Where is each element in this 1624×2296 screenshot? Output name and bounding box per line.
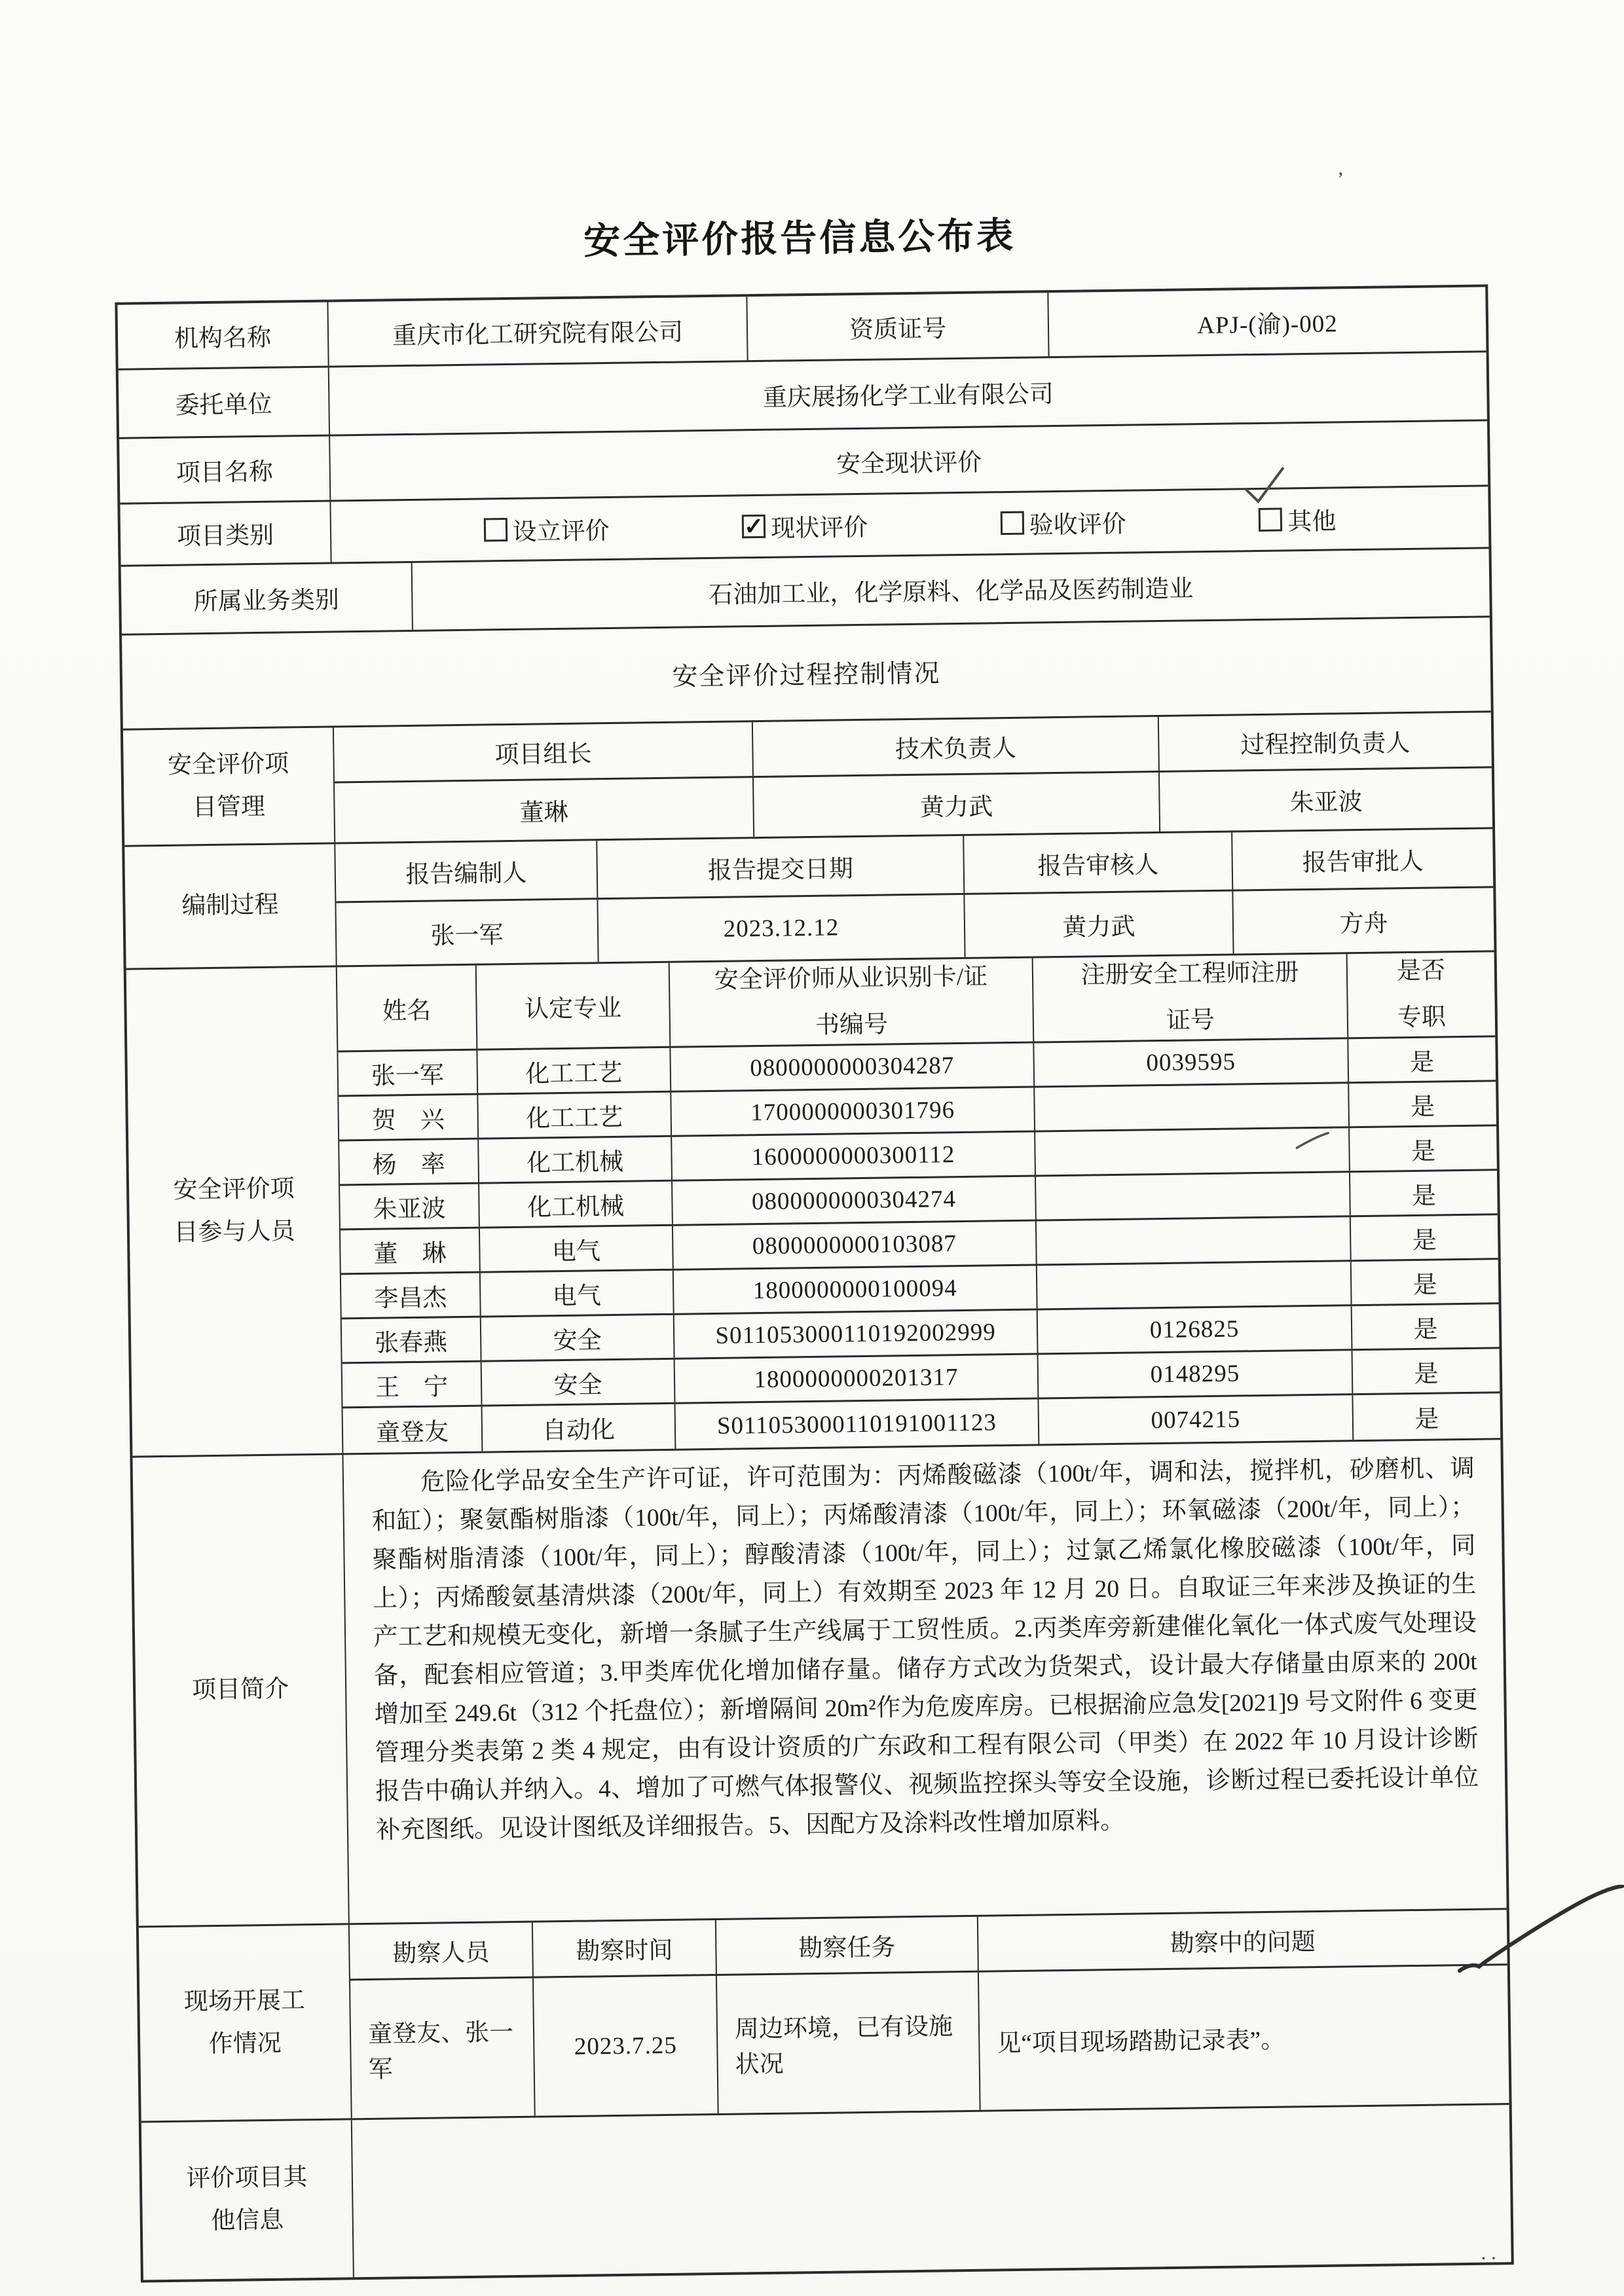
p-fulltime: 是 [1413, 1316, 1438, 1343]
p-cert: S011053000110192002999 [674, 1311, 1039, 1358]
p-name: 朱亚波 [340, 1184, 480, 1229]
p-fulltime: 是 [1409, 1049, 1435, 1076]
mgmt-tech-value-cell [754, 773, 1160, 837]
project-label-cell [119, 437, 331, 503]
p-fulltime: 是 [1410, 1093, 1435, 1121]
compilation-label-cell [124, 844, 337, 968]
site-value-row [350, 1965, 1509, 2118]
p-major: 化工机械 [479, 1137, 673, 1182]
site-issues-value-cell [979, 1965, 1509, 2110]
p-reg [1037, 1262, 1352, 1308]
process-section-title-cell [122, 617, 1491, 728]
p-name: 张一军 [338, 1051, 478, 1095]
option-establish-label: 设立评价 [512, 517, 610, 546]
p-fulltime: 是 [1414, 1406, 1439, 1433]
p-cert: 1700000000301796 [671, 1088, 1035, 1135]
p-major: 安全 [482, 1360, 676, 1405]
group-site [139, 1910, 1509, 2123]
org-name-label: 机构名称 [174, 324, 272, 353]
site-task-header: 勘察任务 [798, 1934, 896, 1963]
org-name-label-cell [117, 302, 329, 369]
p-name: 张春燕 [342, 1318, 482, 1362]
p-reg: 0126825 [1038, 1306, 1353, 1353]
group-intro [132, 1440, 1506, 1927]
p-cert: 0800000000103087 [673, 1222, 1037, 1269]
site-task-value: 周边环境，已有设施状况 [734, 2013, 953, 2079]
p-major-header: 认定专业 [524, 994, 622, 1023]
p-major: 化工工艺 [477, 1048, 671, 1093]
p-name: 杨 率 [339, 1140, 479, 1184]
p-reg-header: 注册安全工程师注册证号 [1080, 959, 1299, 1034]
p-major-header-cell [477, 963, 671, 1049]
checkbox-acceptance-icon [1000, 511, 1024, 535]
project-value: 安全现状评价 [836, 449, 982, 478]
mgmt-tech-header: 技术负责人 [895, 735, 1017, 764]
type-label-cell [120, 502, 331, 565]
intro-label: 项目简介 [191, 1675, 289, 1704]
client-label-cell [119, 368, 330, 437]
p-reg [1036, 1173, 1351, 1219]
p-name: 王 宁 [342, 1362, 483, 1407]
client-value-cell [329, 352, 1487, 434]
client-label: 委托单位 [175, 391, 272, 420]
p-reg: 0039595 [1034, 1039, 1349, 1085]
checkbox-status-checked-icon: ✓ [742, 515, 766, 538]
option-status [742, 507, 868, 545]
group-management [123, 712, 1492, 847]
mgmt-leader-header-cell [334, 722, 754, 781]
comp-reviewer-value-cell [965, 892, 1234, 957]
p-cert: 0800000000304274 [673, 1177, 1037, 1224]
p-major: 电气 [480, 1226, 674, 1271]
mgmt-tech-value: 黄力武 [919, 793, 993, 822]
comp-date-value-cell [598, 895, 965, 962]
comp-date-header: 报告提交日期 [707, 855, 854, 884]
row-section-header [122, 617, 1491, 730]
option-acceptance-label: 验收评价 [1029, 511, 1127, 539]
site-personnel-header: 勘察人员 [392, 1939, 490, 1968]
p-reg [1037, 1217, 1352, 1264]
process-section-title: 安全评价过程控制情况 [672, 659, 941, 691]
participants-header-row [337, 952, 1496, 1052]
comp-author-header: 报告编制人 [405, 860, 527, 888]
business-value: 石油加工业，化学原料、化学品及医药制造业 [709, 575, 1194, 609]
site-time-value: 2023.7.25 [574, 2032, 678, 2060]
site-time-value-cell [534, 1976, 719, 2116]
p-reg: 0074215 [1039, 1395, 1354, 1444]
p-name-header: 姓名 [382, 997, 432, 1025]
management-label-cell [123, 727, 335, 845]
group-other [141, 2105, 1511, 2280]
p-reg: 0148295 [1039, 1351, 1354, 1397]
site-time-header: 勘察时间 [576, 1937, 673, 1965]
client-value: 重庆展扬化学工业有限公司 [762, 381, 1054, 412]
comp-approver-header-cell [1232, 829, 1493, 889]
mgmt-leader-value-cell [335, 778, 754, 842]
p-fulltime-header: 是否专职 [1396, 957, 1447, 1031]
p-major: 化工机械 [479, 1182, 673, 1227]
site-time-header-cell [533, 1920, 717, 1977]
p-cert: 1800000000201317 [675, 1355, 1039, 1402]
p-cert: 0800000000304287 [671, 1044, 1035, 1091]
mgmt-process-value-cell [1160, 768, 1492, 831]
p-cert-header: 安全评价师从业识别卡/证书编号 [714, 963, 988, 1039]
mgmt-process-header: 过程控制负责人 [1240, 729, 1411, 759]
comp-date-value: 2023.12.12 [723, 914, 840, 943]
project-label: 项目名称 [175, 458, 274, 487]
site-task-header-cell [716, 1917, 979, 1974]
p-fulltime: 是 [1412, 1271, 1437, 1299]
site-task-value-cell [717, 1973, 981, 2113]
cert-no-value-cell [1048, 287, 1486, 356]
org-name-value-cell [328, 297, 748, 365]
site-issues-header-cell [978, 1910, 1507, 1971]
comp-approver-header: 报告审批人 [1302, 848, 1424, 877]
p-major: 自动化 [483, 1404, 676, 1451]
site-issues-value: 见“项目现场踏勘记录表”。 [997, 2026, 1285, 2058]
page-title: 安全评价报告信息公布表 [583, 215, 1016, 263]
checkbox-other-icon [1259, 508, 1282, 532]
cert-no-value: APJ-(渝)-002 [1196, 310, 1338, 339]
mgmt-tech-header-cell [753, 717, 1160, 776]
management-label: 安全评价项目管理 [167, 750, 289, 821]
business-label: 所属业务类别 [193, 587, 340, 616]
other-label: 评价项目其他信息 [186, 2164, 308, 2235]
site-issues-header: 勘察中的问题 [1170, 1929, 1316, 1958]
option-other-label: 其他 [1287, 508, 1337, 536]
intro-text: 危险化学品安全生产许可证，许可范围为：丙烯酸磁漆（100t/年，调和法，搅拌机，砂磨机、调和缸）；聚氨酯树脂漆（100t/年，同上）；丙烯酸清漆（100t/年，同上）；环氧磁漆（200t/年，同上）；聚酯树脂清漆（100t/年，同上）；醇酸清漆（100t/年，同上）；过氯乙烯氯化橡胶磁漆（100t/年，同上）；丙烯酸氨基清烘漆（200t/年，同上）有效期至 2023 年 12 月 20 日。自取证三年来涉及换证的生产工艺和规模无变化，新增一条腻子生产线属于工贸性质。2.丙类库旁新建催化氧化一体式废气处理设备，配套相应管道；3.甲类库优化增加储存量。储存方式改为货架式，设计最大存储量由原来的 200t 增加至 249.6t（312 个托盘位）；新增隔间 20m²作为危废库房。已根据渝应急发[2021]9 号文附件 6 变更管理分类表第 2 类 4 规定，由有设计资质的广东政和工程有限公司（甲类）在 2022 年 10 月设计诊断报告中确认并纳入。4、增加了可燃气体报警仪、视频监控探头等安全设施，诊断过程已委托设计单位补充图纸。见设计图纸及详细报告。5、因配方及涂料改性增加原料。 [371, 1455, 1479, 1844]
comp-author-header-cell [335, 841, 598, 901]
comp-reviewer-value: 黄力武 [1062, 913, 1135, 941]
comp-date-header-cell [597, 836, 965, 898]
other-label-cell [141, 2120, 354, 2280]
comp-reviewer-header-cell [964, 833, 1233, 893]
type-label: 项目类别 [176, 522, 274, 551]
other-value-cell [352, 2105, 1511, 2277]
group-participants [126, 952, 1501, 1457]
site-personnel-header-cell [350, 1923, 534, 1979]
p-name: 李昌杰 [341, 1273, 481, 1318]
comp-author-value: 张一军 [430, 921, 504, 950]
p-fulltime: 是 [1414, 1360, 1439, 1388]
compilation-label: 编制过程 [181, 891, 279, 920]
mgmt-process-header-cell [1159, 712, 1492, 771]
participants-label-cell [126, 967, 344, 1455]
p-name: 童登友 [343, 1407, 483, 1453]
p-fulltime: 是 [1412, 1227, 1437, 1254]
p-major: 电气 [481, 1271, 674, 1316]
comp-approver-value: 方舟 [1339, 909, 1388, 938]
checkbox-establish-icon [483, 518, 507, 541]
site-personnel-value: 童登友、张一军 [367, 2019, 514, 2083]
p-fulltime: 是 [1411, 1138, 1436, 1165]
p-name-header-cell [337, 966, 478, 1051]
p-major: 化工工艺 [478, 1093, 672, 1138]
scan-speck-bottom: .. [1481, 2242, 1502, 2264]
form-table [115, 284, 1513, 2282]
group-compilation [124, 829, 1494, 970]
p-fulltime: 是 [1411, 1182, 1437, 1210]
p-name: 董 琳 [341, 1229, 481, 1273]
comp-approver-value-cell [1233, 888, 1494, 953]
site-personnel-value-cell [350, 1978, 536, 2119]
org-name-value: 重庆市化工研究院有限公司 [392, 318, 684, 350]
p-reg-header-cell [1033, 954, 1349, 1041]
option-establish [483, 511, 610, 548]
comp-reviewer-header: 报告审核人 [1037, 851, 1159, 880]
p-major: 安全 [481, 1315, 675, 1360]
option-other [1259, 501, 1337, 538]
p-cert: 1600000000300112 [672, 1133, 1036, 1180]
mgmt-process-value: 朱亚波 [1289, 788, 1363, 817]
participants-label: 安全评价项目参与人员 [173, 1175, 295, 1247]
p-reg [1035, 1084, 1350, 1130]
site-label: 现场开展工作情况 [183, 1986, 306, 2058]
business-value-cell [413, 549, 1490, 630]
option-status-label: 现状评价 [770, 514, 868, 543]
p-cert: S011053000110191001123 [675, 1399, 1039, 1448]
cert-no-label-cell [747, 293, 1049, 360]
intro-label-cell [132, 1455, 349, 1925]
p-cert-header-cell [670, 958, 1035, 1046]
p-cert: 1800000000100094 [674, 1266, 1038, 1313]
option-acceptance [1000, 504, 1126, 541]
business-label-cell [121, 563, 413, 634]
p-reg [1035, 1128, 1350, 1175]
scan-speck-top: ’ [1337, 168, 1344, 191]
mgmt-leader-header: 项目组长 [494, 740, 592, 769]
cert-no-label: 资质证号 [849, 315, 947, 344]
p-fulltime-header-cell [1348, 952, 1496, 1037]
mgmt-leader-value: 董琳 [519, 799, 568, 827]
site-label-cell [139, 1925, 352, 2121]
comp-author-value-cell [336, 900, 599, 965]
p-name: 贺 兴 [339, 1095, 479, 1140]
